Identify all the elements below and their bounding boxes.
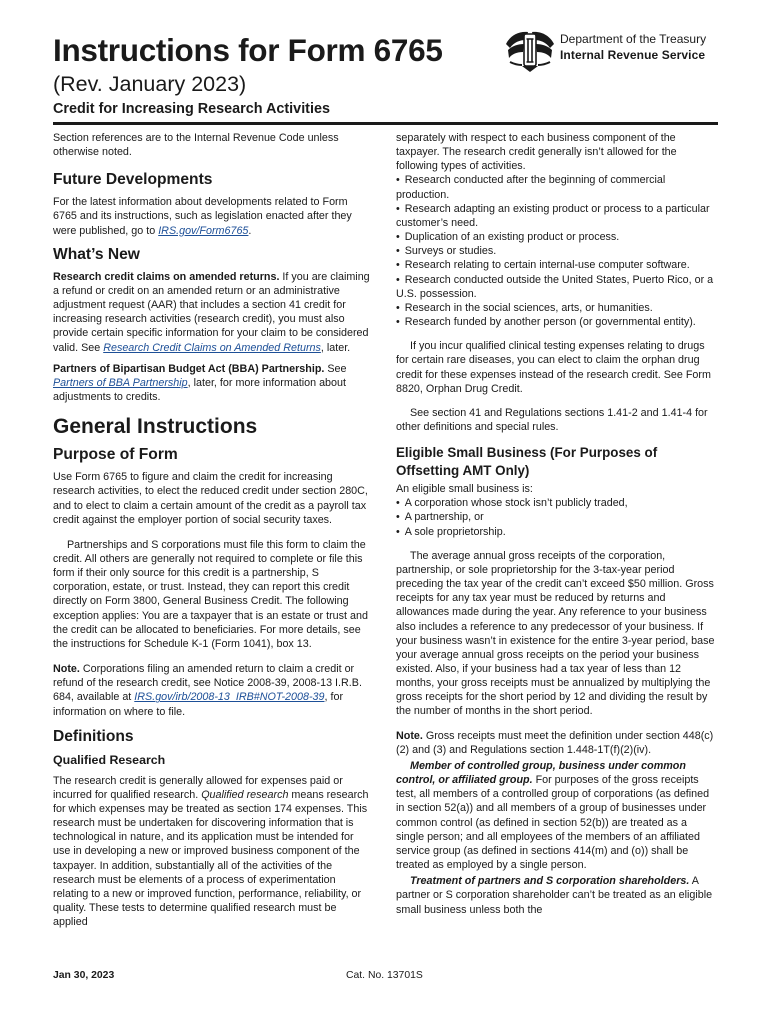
notice-2008-39-link[interactable]: IRS.gov/irb/2008-13_IRB#NOT-2008-39 (134, 691, 325, 704)
whats-new-heading: What’s New (53, 245, 140, 263)
controlled-group-paragraph: Member of controlled group, business under common control, or affiliated group. For purposes of the gross receipts test, all members of a controlled group of corporations (as defined in section 52(a)) and all members of a group of businesses under common control (as defined in section 52(b)) are treated as a single person; and all employees of the members of an affiliated service group (as defined in sections 414(m) and (o)) shall be treated as employed by a single person. (396, 759, 710, 872)
whats-new-amended-paragraph: Research credit claims on amended returns. If you are claiming a refund or credit on an amended return or an administrative adjustment request (AAR) that includes a section 41 credit for increasing research activities (research credit), you must also provide certain specific information for your claim to be considered valid. See Research Credit Claims on Amended Returns, later. (53, 270, 370, 354)
list-item: • Surveys or studies. (396, 244, 718, 258)
qualified-research-text: The research credit is generally allowed for expenses paid or incurred for qualified research. Qualified research means research for which expenses may be treated as section 174 expenses. This research must be undertaken for discovering information that is technological in nature, and its application must be intended for use in developing a new or improved business component of the taxpayer. In addition, substantially all of the activities of the research must be elements of a process of experimentation relating to a new or improved function, performance, reliability, or quality. These tests to determine qualified research must be applied (53, 774, 369, 929)
intro-paragraph: Section references are to the Internal Revenue Code unless otherwise noted. (53, 132, 339, 159)
orphan-drug-paragraph: If you incur qualified clinical testing expenses relating to drugs for certain rare diseases, you can elect to claim the orphan drug credit for these expenses instead of the research credit. See Form 8820, Orphan Drug Credit. (396, 340, 711, 395)
list-item: • Research relating to certain internal-use computer software. (396, 258, 718, 272)
future-developments-text: For the latest information about developments related to Form 6765 and its instructions, such as legislation enacted after they were published, go to IRS.gov/Form6765. (53, 196, 352, 237)
section-41-paragraph: See section 41 and Regulations sections 1.41-2 and 1.41-4 for other definitions and special rules. (396, 406, 708, 433)
catalog-number: Cat. No. 13701S (346, 970, 423, 981)
eligible-small-business-intro: An eligible small business is: (396, 483, 533, 496)
partners-paragraph: Treatment of partners and S corporation shareholders. A partner or S corporation shareholder can’t be treated as an eligible small business unless both the (396, 875, 713, 916)
eligible-small-business-list (396, 496, 718, 538)
gross-receipts-paragraph: The average annual gross receipts of the corporation, partnership, or sole proprietorship for the 3-tax-year period preceding the tax year of the credit can’t exceed $50 million. Gross receipts for any tax year must be reduced by returns and allowances made during the year. Any reference to your business also includes a reference to any predecessor of your business. If your business wasn’t in existence for the entire 3-year period, base your average annual gross receipts on the period your business existed. Also, if your business had a tax year of less than 12 months, your gross receipts must be annualized by multiplying the gross receipts for the short period by 12 and dividing the result by the number of months in the short period. (396, 549, 715, 718)
agency-name (560, 31, 706, 63)
future-developments-heading: Future Developments (53, 171, 213, 189)
whats-new-bba-paragraph: Partners of Bipartisan Budget Act (BBA) Partnership. See Partners of BBA Partnership, later, for more information about adjustments to credits. (53, 362, 347, 404)
qualified-research-heading: Qualified Research (53, 752, 166, 767)
list-item: • A sole proprietorship. (396, 525, 718, 539)
purpose-paragraph-1: Use Form 6765 to figure and claim the credit for increasing research activities, to elect the reduced credit under section 280C, and to elect to claim a certain amount of the credit as a payroll tax credit against the employer portion of social security taxes. (53, 471, 368, 526)
footer-date: Jan 30, 2023 (53, 970, 115, 981)
excluded-activities-list (396, 173, 718, 329)
document-subtitle: Credit for Increasing Research Activities (53, 101, 330, 117)
list-item: • Duplication of an existing product or process. (396, 230, 718, 244)
purpose-note: Note. Corporations filing an amended return to claim a credit or refund of the research credit, see Notice 2008-39, 2008-13 I.R.B. 684, available at IRS.gov/irb/2008-13_IRB#NOT-2008-39, for information on where to file. (53, 663, 362, 718)
left-column (53, 131, 373, 936)
list-item: • A partnership, or (396, 510, 718, 524)
revision-date: (Rev. January 2023) (53, 72, 247, 96)
list-item: • A corporation whose stock isn’t publicly traded, (396, 496, 718, 510)
list-item: • Research in the social sciences, arts, or humanities. (396, 301, 718, 315)
general-instructions-heading: General Instructions (53, 415, 258, 439)
form6765-link[interactable]: IRS.gov/Form6765 (158, 224, 249, 237)
list-item: • Research funded by another person (or governmental entity). (396, 315, 718, 329)
gross-receipts-note: Note. Gross receipts must meet the definition under section 448(c)(2) and (3) and Regulations section 1.448-1T(f)(2)(iv). (396, 729, 714, 756)
document-title: Instructions for Form 6765 (53, 32, 443, 68)
definitions-heading: Definitions (53, 727, 134, 745)
right-column (396, 131, 718, 924)
agency-line-2: Internal Revenue Service (560, 48, 706, 62)
list-item: • Research conducted after the beginning of commercial production. (396, 173, 718, 201)
continued-paragraph: separately with respect to each business component of the taxpayer. The research credit generally isn’t allowed for the following types of activities. (396, 132, 677, 173)
list-item: • Research adapting an existing product or process to a particular customer’s need. (396, 202, 718, 230)
purpose-of-form-heading: Purpose of Form (53, 446, 178, 464)
list-item: • Research conducted outside the United States, Puerto Rico, or a U.S. possession. (396, 273, 718, 301)
bba-partnership-link[interactable]: Partners of BBA Partnership (53, 376, 188, 389)
agency-line-1: Department of the Treasury (560, 32, 707, 46)
research-credit-claims-link[interactable]: Research Credit Claims on Amended Returns (103, 341, 321, 354)
irs-eagle-logo-icon (504, 28, 556, 74)
header-rule (53, 122, 718, 125)
eligible-small-business-heading: Eligible Small Business (For Purposes of Offsetting AMT Only) (396, 445, 658, 479)
purpose-paragraph-2: Partnerships and S corporations must file this form to claim the credit. All others are generally not required to complete or file this form if their only source for this credit is a partnership, S corporation, estate, or trust. Instead, they can report this credit directly on Form 3800, General Business Credit. The following exception applies: You are a taxpayer that is an estate or trust and the credit can be allocated to beneficiaries. For more details, see the instructions for Schedule K-1 (Form 1041), box 13. (53, 538, 368, 650)
